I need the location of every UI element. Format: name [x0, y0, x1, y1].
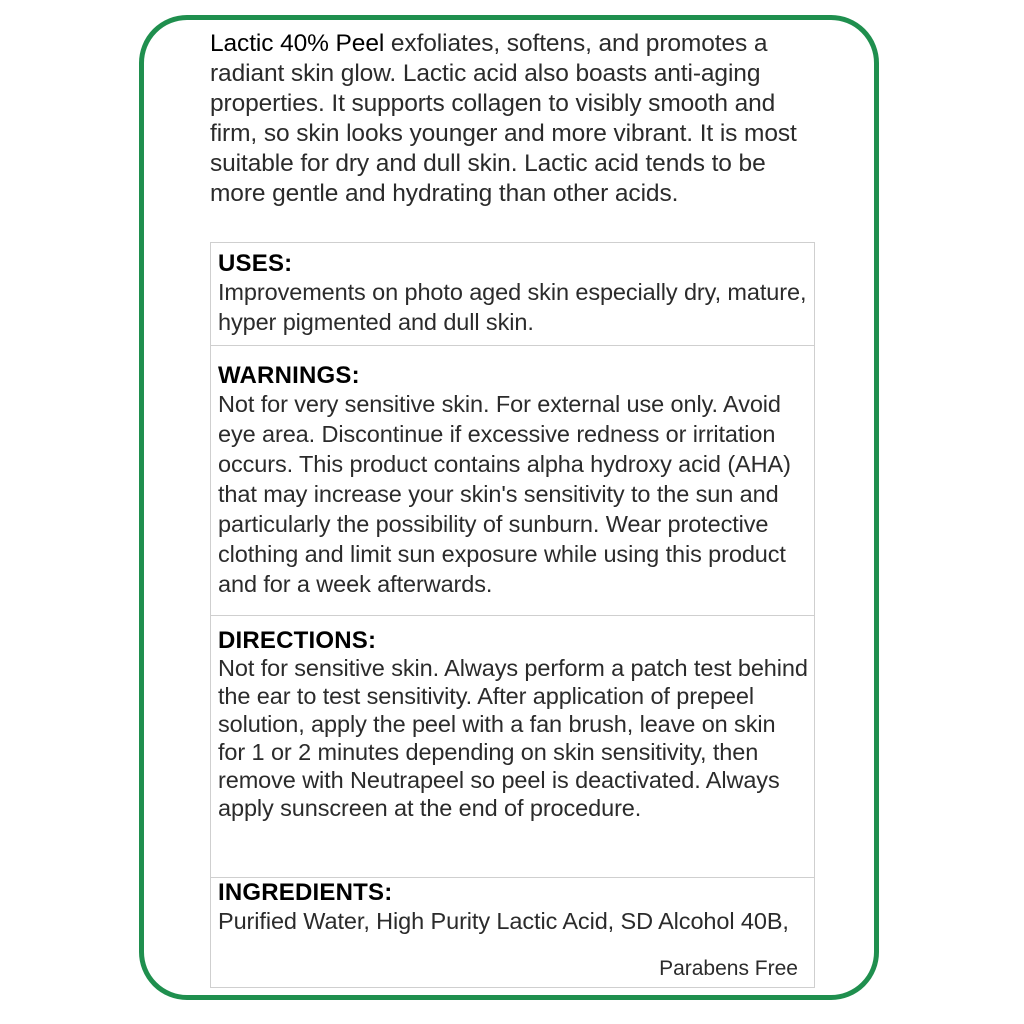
directions-section	[211, 615, 814, 877]
product-description-text: exfoliates, softens, and promotes a radiant skin glow. Lactic acid also boasts anti-aging properties. It supports collagen to visibly smooth and firm, so skin looks younger and more vibrant. It is most suitable for dry and dull skin. Lactic acid tends to be more gentle and hydrating than other acids.	[210, 30, 797, 207]
uses-text: Improvements on photo aged skin especially dry, mature, hyper pigmented and dull skin.	[218, 279, 807, 335]
parabens-free-note: Parabens Free	[659, 957, 798, 980]
warnings-text: Not for very sensitive skin. For external use only. Avoid eye area. Discontinue if excessive redness or irritation occurs. This product contains alpha hydroxy acid (AHA) that may increase your skin's sensitivity to the sun and particularly the possibility of sunburn. Wear protective clothing and limit sun exposure while using this product and for a week afterwards.	[218, 391, 791, 597]
product-description	[210, 29, 820, 209]
warnings-heading: WARNINGS:	[218, 362, 360, 389]
ingredients-section	[211, 877, 814, 987]
product-name: Lactic 40% Peel	[210, 30, 385, 57]
directions-text: Not for sensitive skin. Always perform a patch test behind the ear to test sensitivity. After application of prepeel solution, apply the peel with a fan brush, leave on skin for 1 or 2 minutes depending on skin sensitivity, then remove with Neutrapeel so peel is deactivated. Always apply sunscreen at the end of procedure.	[218, 655, 808, 821]
ingredients-heading: INGREDIENTS:	[218, 879, 393, 906]
ingredients-text: Purified Water, High Purity Lactic Acid, SD Alcohol 40B,	[218, 908, 789, 934]
info-table	[210, 242, 815, 988]
directions-heading: DIRECTIONS:	[218, 627, 377, 654]
uses-section	[211, 243, 814, 345]
uses-heading: USES:	[218, 250, 293, 277]
warnings-section	[211, 345, 814, 615]
